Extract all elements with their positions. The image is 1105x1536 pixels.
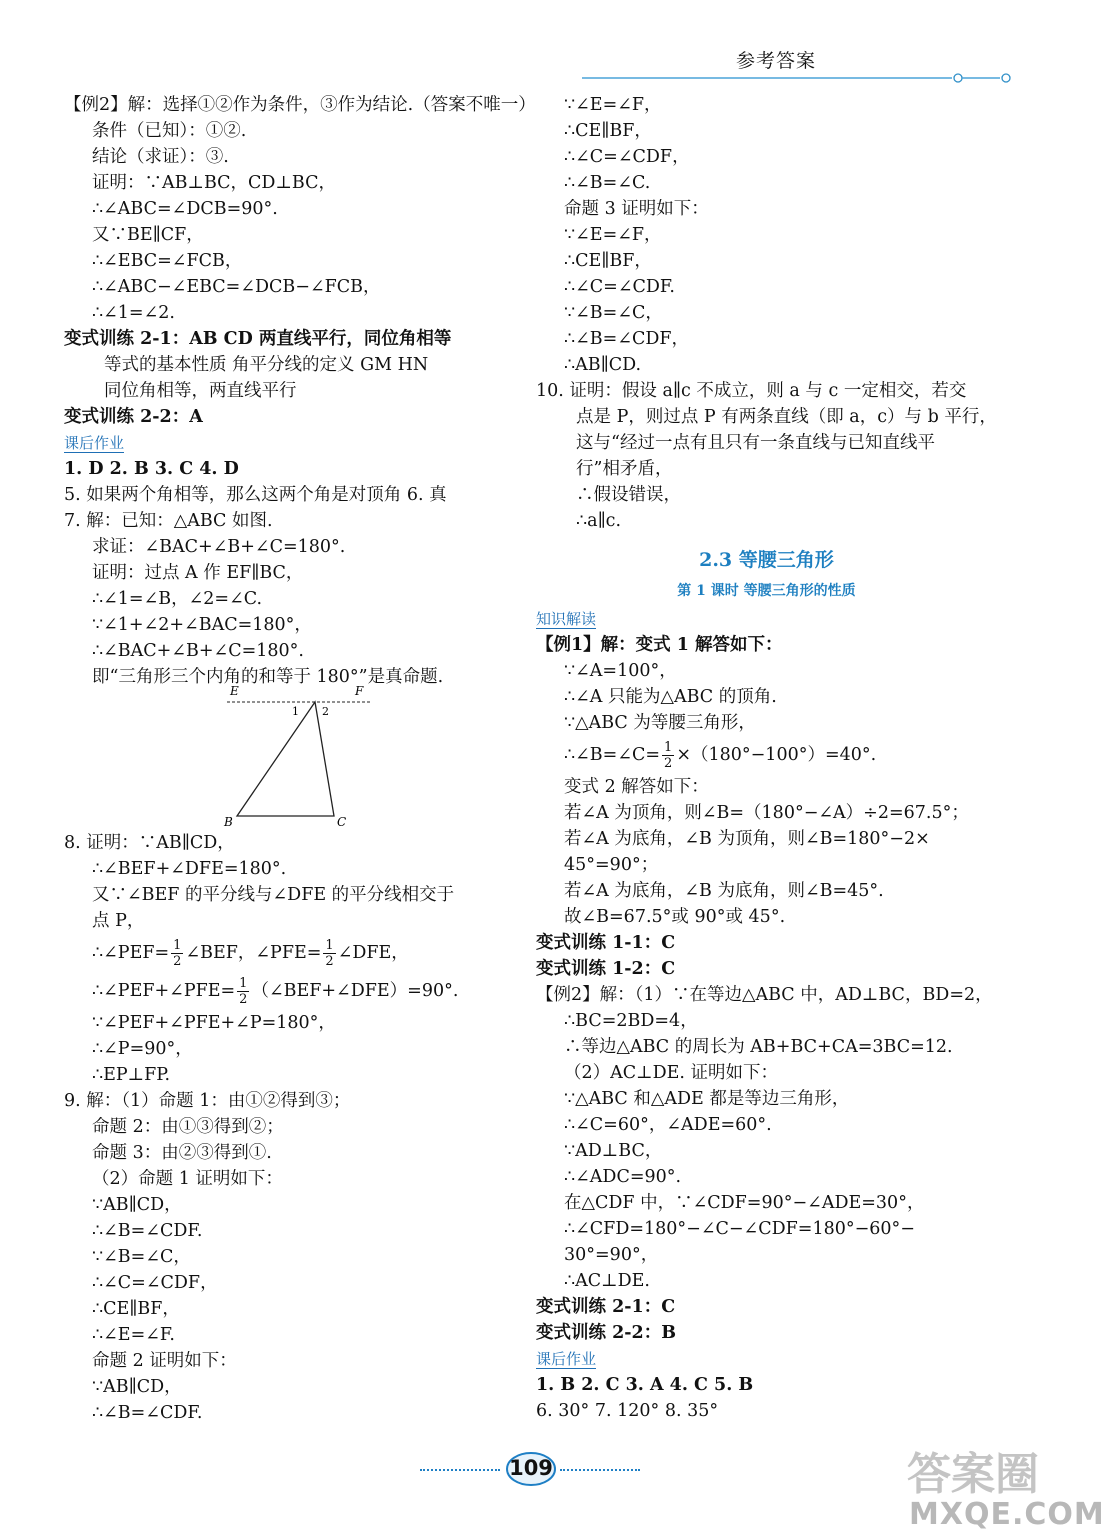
- text-line: ∴AB∥CD.: [564, 355, 642, 375]
- text-line: （2）命题 1 证明如下：: [92, 1169, 283, 1189]
- fraction: $\frac{1}{2}$: [325, 938, 334, 969]
- text-line: ∴∠C=∠CDF.: [564, 277, 675, 297]
- text-line: ∵AD⊥BC，: [564, 1141, 663, 1161]
- text-line: 又∵∠BEF 的平分线与∠DFE 的平分线相交于: [92, 885, 455, 905]
- text-line: ∵∠1+∠2+∠BAC=180°，: [92, 615, 312, 635]
- text-line: ∵∠B=∠C，: [564, 303, 663, 323]
- triangle-figure: [222, 683, 382, 831]
- text-line: 点 P，: [92, 911, 145, 931]
- label-f: F: [355, 684, 364, 698]
- footer-dots-right: [560, 1469, 640, 1471]
- text-line: ∵∠B=∠C，: [92, 1247, 191, 1267]
- text-line: 同位角相等，两直线平行: [104, 381, 297, 401]
- text-line: ∵△ABC 为等腰三角形，: [564, 713, 756, 733]
- label-angle-1: 1: [292, 705, 299, 718]
- text-line: ∵∠PEF+∠PFE+∠P=180°，: [92, 1013, 336, 1033]
- header-title: 参考答案: [736, 50, 817, 72]
- text-line: ∴∠B=∠C.: [564, 173, 651, 193]
- text-line: ∴∠C=60°，∠ADE=60°.: [564, 1115, 772, 1135]
- page-number: [505, 1450, 557, 1490]
- text-line: 【例1】解：变式 1 解答如下：: [536, 635, 783, 655]
- text-line: 变式训练 1-2：C: [536, 959, 676, 979]
- watermark-logo: [903, 1441, 1063, 1501]
- watermark: [903, 1441, 1105, 1533]
- text-line: ∴∠BEF+∠DFE=180°.: [92, 859, 287, 879]
- text-line: 变式训练 2-1：C: [536, 1297, 676, 1317]
- text-line: 若∠A 为底角，∠B 为顶角，则∠B=180°−2×: [564, 829, 930, 849]
- text-line: 9. 解：（1）命题 1：由①②得到③；: [64, 1091, 351, 1111]
- text-line: ∴∠C=∠CDF，: [564, 147, 690, 167]
- section-heading: 2.3 等腰三角形: [699, 549, 834, 571]
- text-line: ∴∠ABC=∠DCB=90°.: [92, 199, 278, 219]
- text-line: ∴CE∥BF，: [564, 121, 652, 141]
- text-line-fraction: ∴∠B=∠C= $\frac{1}{2}$ ×（180°−100°）=40°.: [564, 740, 877, 771]
- text-line: （2）AC⊥DE. 证明如下：: [564, 1063, 779, 1083]
- text-line: 行”相矛盾，: [576, 459, 673, 479]
- section-tag-homework: 课后作业: [536, 1350, 597, 1368]
- text-line: ∴∠BAC+∠B+∠C=180°.: [92, 641, 304, 661]
- text-line: 6. 30° 7. 120° 8. 35°: [536, 1401, 719, 1421]
- text-line-fraction: ∴∠PEF= $\frac{1}{2}$ ∠BEF，∠PFE= $\frac{1}{2}$ ∠DFE，: [92, 938, 409, 969]
- text-line: ∴∠ADC=90°.: [564, 1167, 682, 1187]
- footer-dots-left: [420, 1469, 500, 1471]
- text-line: 10. 证明：假设 a∥c 不成立，则 a 与 c 一定相交，若交: [536, 381, 967, 401]
- text-line: 【例2】解：（1）∵在等边△ABC 中，AD⊥BC，BD=2，: [536, 985, 993, 1005]
- svg-text:答案圈: 答案圈: [907, 1449, 1039, 1500]
- text-line: 若∠A 为顶角，则∠B=（180°−∠A）÷2=67.5°；: [564, 803, 969, 823]
- label-angle-2: 2: [322, 705, 329, 718]
- text-line: 5. 如果两个角相等，那么这两个角是对顶角 6. 真: [64, 485, 447, 505]
- label-b: B: [224, 815, 233, 829]
- text-line: 变式 2 解答如下：: [564, 777, 709, 797]
- text-line: ∵△ABC 和△ADE 都是等边三角形，: [564, 1089, 850, 1109]
- text-line: 30°=90°，: [564, 1245, 659, 1265]
- watermark-url: MXQE.COM: [909, 1497, 1105, 1532]
- text-line: ∴∠1=∠2.: [92, 303, 175, 323]
- lesson-heading: 第 1 课时 等腰三角形的性质: [677, 583, 856, 599]
- text-line: 变式训练 2-1：AB CD 两直线平行，同位角相等: [64, 329, 452, 349]
- text-line: 证明：过点 A 作 EF∥BC，: [92, 563, 304, 583]
- text-line: 在△CDF 中，∵∠CDF=90°−∠ADE=30°，: [564, 1193, 925, 1213]
- triangle-abc: [237, 702, 334, 816]
- text-line: 若∠A 为底角，∠B 为底角，则∠B=45°.: [564, 881, 884, 901]
- text-line: ∵AB∥CD，: [92, 1195, 182, 1215]
- text-line: 变式训练 1-1：C: [536, 933, 676, 953]
- text-line: ∴∠E=∠F.: [92, 1325, 175, 1345]
- text-line: 条件（已知）：①②.: [92, 121, 247, 141]
- label-c: C: [337, 815, 347, 829]
- text-line: 1. B 2. C 3. A 4. C 5. B: [536, 1375, 754, 1395]
- text-line: 即“三角形三个内角的和等于 180°”是真命题.: [92, 667, 444, 687]
- text-line: 又∵BE∥CF，: [92, 225, 204, 245]
- text-line: ∴∠1=∠B，∠2=∠C.: [92, 589, 263, 609]
- label-e: E: [230, 684, 239, 698]
- text-line: ∴等边△ABC 的周长为 AB+BC+CA=3BC=12.: [564, 1037, 953, 1057]
- text-line: ∵∠E=∠F，: [564, 225, 662, 245]
- fraction: $\frac{1}{2}$: [664, 740, 673, 771]
- text-line: 结论（求证）：③.: [92, 147, 229, 167]
- text-line: ∴∠B=∠CDF.: [92, 1403, 203, 1423]
- text-line: 故∠B=67.5°或 90°或 45°.: [564, 907, 786, 927]
- text-line: ∴∠P=90°，: [92, 1039, 193, 1059]
- fraction: $\frac{1}{2}$: [239, 976, 248, 1007]
- section-tag-homework: 课后作业: [64, 434, 125, 452]
- text-line-fraction: ∴∠PEF+∠PFE= $\frac{1}{2}$ （∠BEF+∠DFE）=90°.: [92, 976, 459, 1007]
- text-line: ∴∠A 只能为△ABC 的顶角.: [564, 687, 777, 707]
- text-line: ∴∠B=∠CDF，: [564, 329, 690, 349]
- text-line: 变式训练 2-2：B: [536, 1323, 676, 1343]
- text-line: 8. 证明：∵AB∥CD，: [64, 833, 235, 853]
- text-line: ∴∠C=∠CDF，: [92, 1273, 218, 1293]
- text-line: ∴∠B=∠CDF.: [92, 1221, 203, 1241]
- text-line: 等式的基本性质 角平分线的定义 GM HN: [104, 355, 429, 375]
- text-line: ∴假设错误，: [576, 485, 681, 505]
- text-line: 变式训练 2-2：A: [64, 407, 203, 427]
- text-line: ∴∠EBC=∠FCB，: [92, 251, 243, 271]
- text-line: 点是 P，则过点 P 有两条直线（即 a，c）与 b 平行，: [576, 407, 997, 427]
- text-line: 命题 3：由②③得到①.: [92, 1143, 272, 1163]
- text-line: 命题 3 证明如下：: [564, 199, 709, 219]
- text-line: ∴BC=2BD=4，: [564, 1011, 698, 1031]
- text-line: 【例2】解：选择①②作为条件，③作为结论.（答案不唯一）: [64, 95, 536, 115]
- text-line: ∴∠ABC−∠EBC=∠DCB−∠FCB，: [92, 277, 381, 297]
- text-line: 45°=90°；: [564, 855, 659, 875]
- header-rule: [582, 73, 1022, 83]
- text-line: ∴CE∥BF，: [564, 251, 652, 271]
- page-number-text: 109: [509, 1456, 553, 1480]
- text-line: ∴AC⊥DE.: [564, 1271, 650, 1291]
- fraction: $\frac{1}{2}$: [173, 938, 182, 969]
- text-line: 命题 2：由①③得到②；: [92, 1117, 284, 1137]
- text-line: ∴EP⊥FP.: [92, 1065, 171, 1085]
- section-tag-knowledge: 知识解读: [536, 610, 597, 628]
- text-line: 求证：∠BAC+∠B+∠C=180°.: [92, 537, 346, 557]
- text-line: 命题 2 证明如下：: [92, 1351, 237, 1371]
- text-line: 7. 解：已知：△ABC 如图.: [64, 511, 273, 531]
- text-line: 1. D 2. B 3. C 4. D: [64, 459, 239, 479]
- text-line: ∴∠CFD=180°−∠C−∠CDF=180°−60°−: [564, 1219, 915, 1239]
- text-line: ∵AB∥CD，: [92, 1377, 182, 1397]
- text-line: 证明：∵AB⊥BC，CD⊥BC，: [92, 173, 336, 193]
- text-line: ∵∠A=100°，: [564, 661, 677, 681]
- text-line: ∵∠E=∠F，: [564, 95, 662, 115]
- text-line: 这与“经过一点有且只有一条直线与已知直线平: [576, 433, 935, 453]
- text-line: ∴CE∥BF，: [92, 1299, 180, 1319]
- text-line: ∴a∥c.: [576, 511, 622, 531]
- right-column: [536, 92, 997, 1424]
